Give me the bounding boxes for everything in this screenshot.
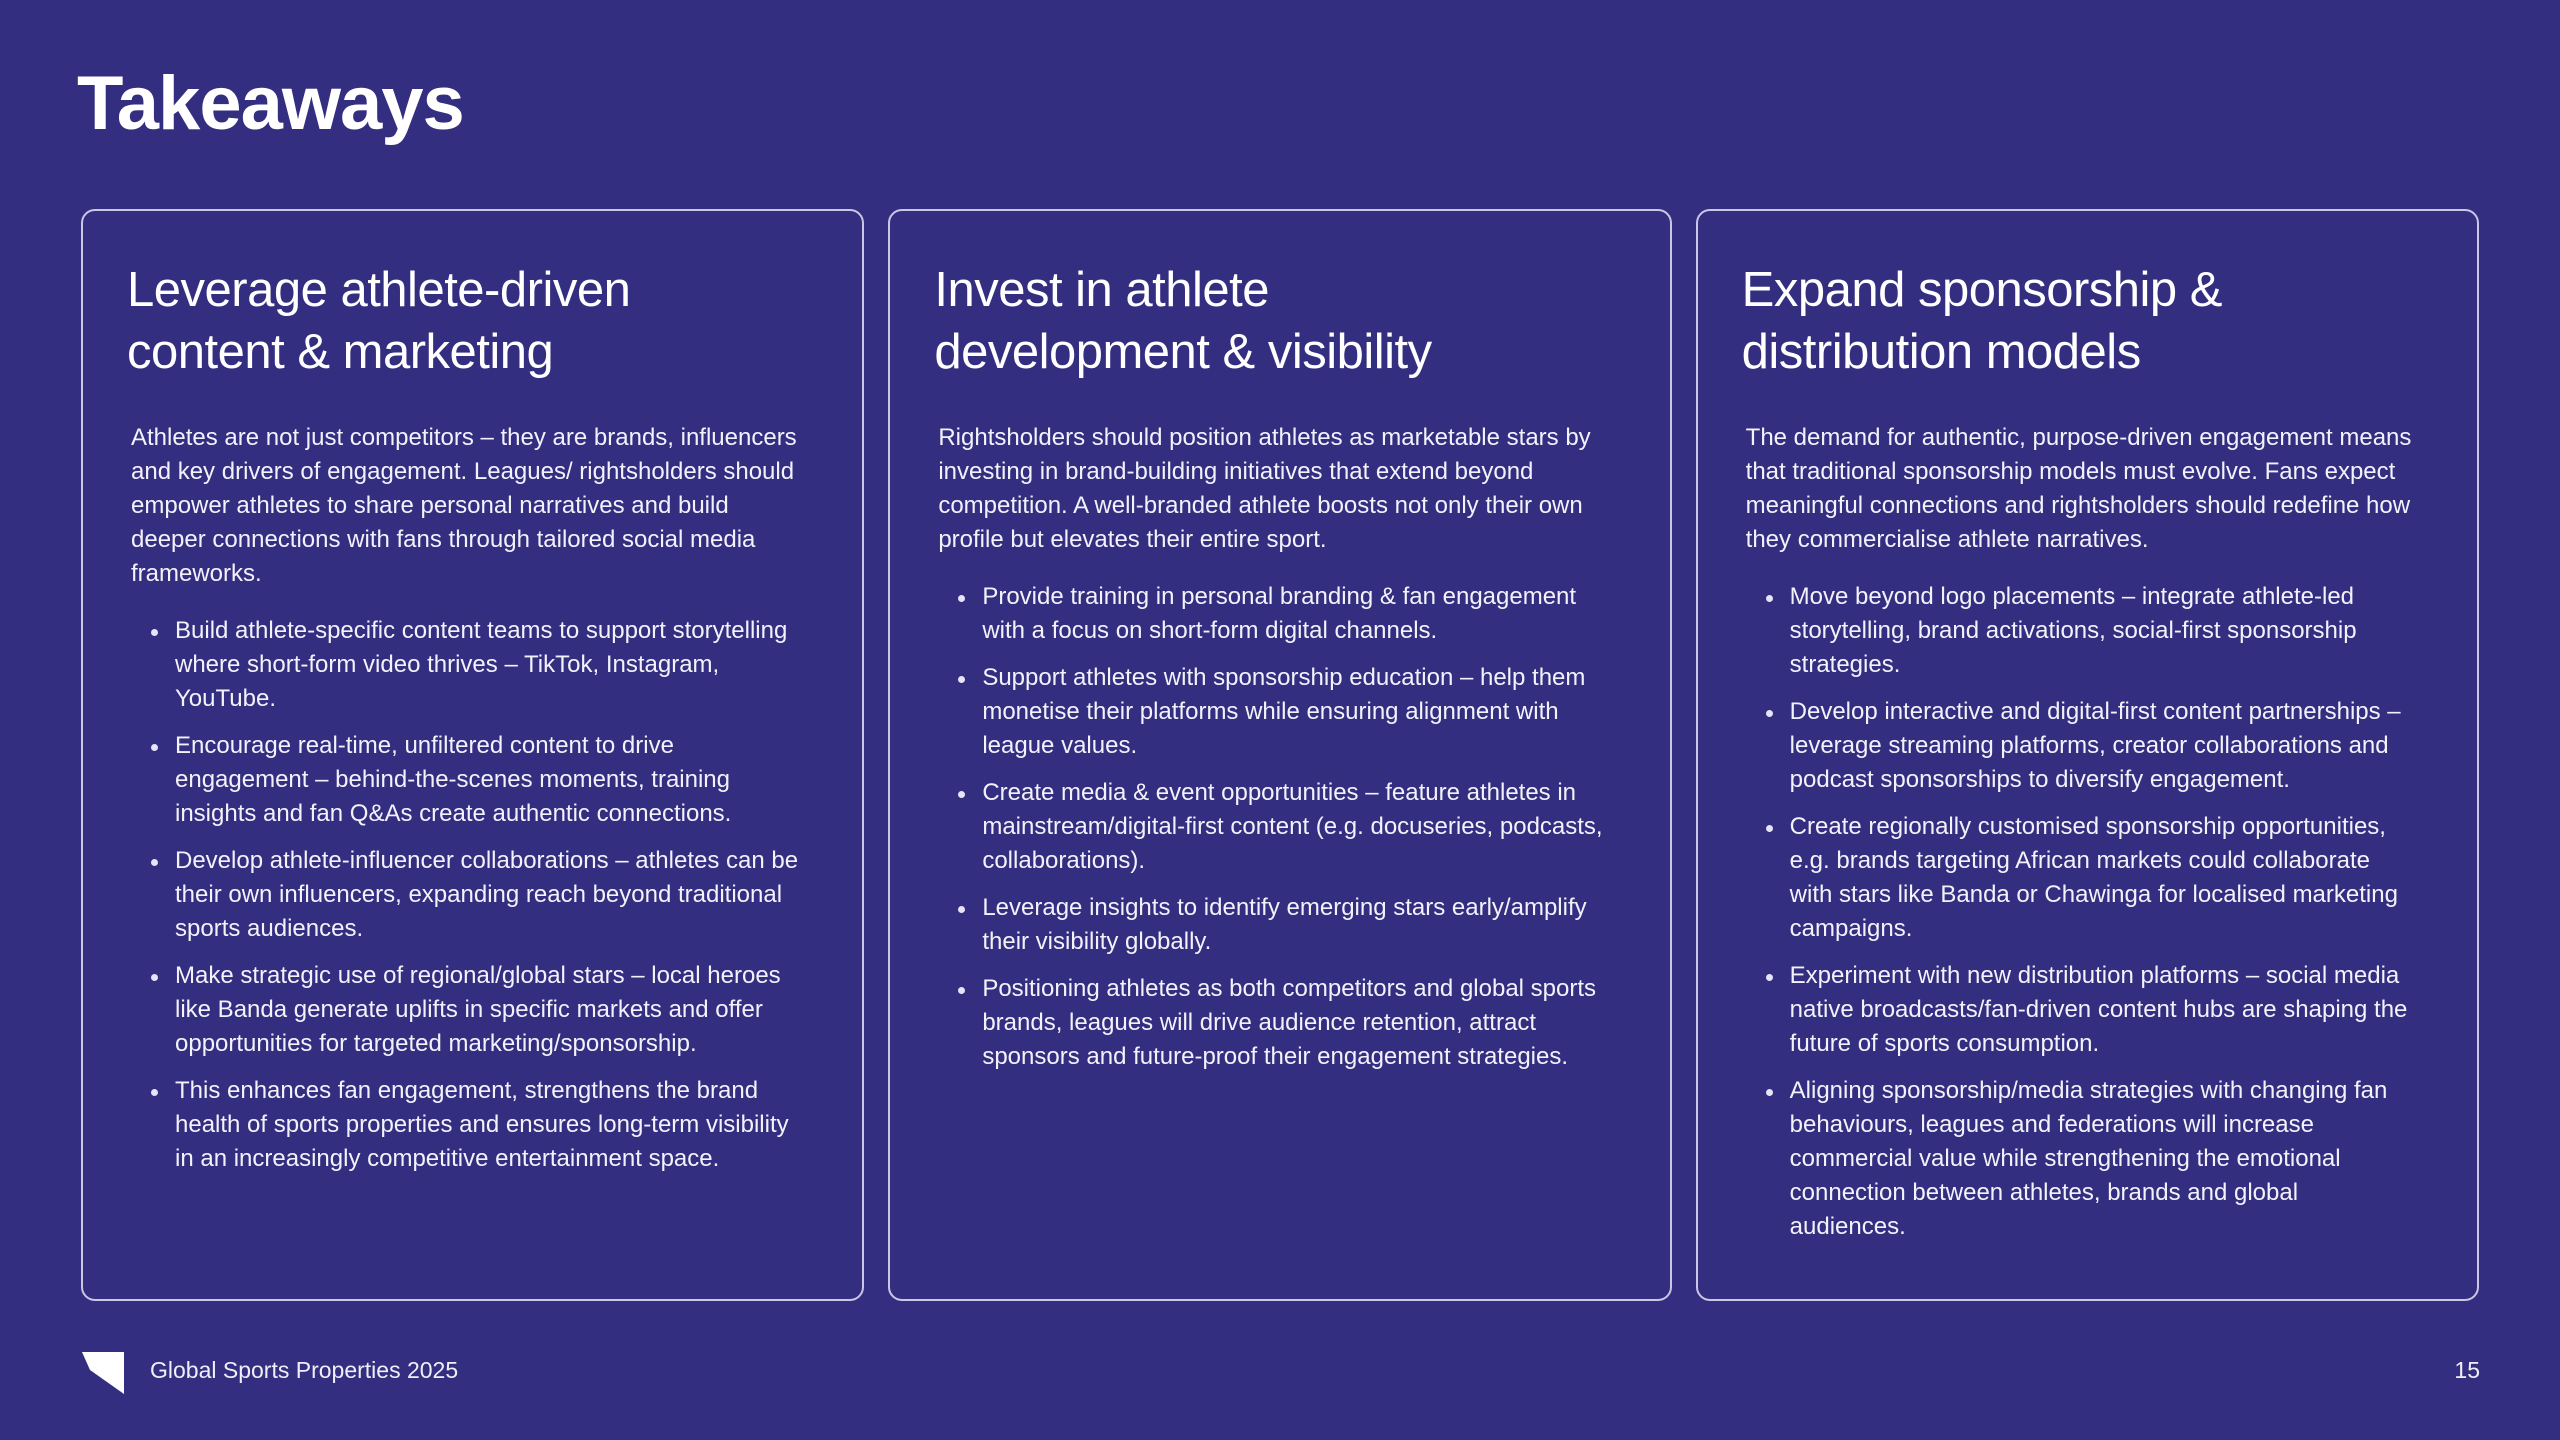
list-item: Leverage insights to identify emerging stars early/amplify their visibility globally. [934,891,1605,959]
card-title-line: Expand sponsorship & [1741,263,2222,317]
takeaway-cards [81,209,2479,1301]
card-title-line: Invest in athlete [934,263,1270,317]
card-title [127,259,798,383]
card-title [1742,259,2413,383]
list-item: This enhances fan engagement, strengthens the brand health of sports properties and ensures long-term visibility in an increasingly competitive entertainment space. [127,1074,798,1176]
card-title-line: distribution models [1741,325,2141,379]
card-title [934,259,1605,383]
list-item: Create media & event opportunities – feature athletes in mainstream/digital-first content (e.g. docuseries, podcasts, collaborations). [934,776,1605,878]
list-item: Develop athlete-influencer collaborations – athletes can be their own influencers, expanding reach beyond traditional sports audiences. [127,844,798,946]
list-item: Develop interactive and digital-first content partnerships – leverage streaming platforms, creator collaborations and podcast sponsorships to diversify engagement. [1742,695,2413,797]
list-item: Support athletes with sponsorship education – help them monetise their platforms while ensuring alignment with league values. [934,661,1605,763]
takeaway-card-athlete-content [81,209,864,1301]
logo-flag-icon [82,1352,124,1394]
card-intro: The demand for authentic, purpose-driven engagement means that traditional sponsorship models must evolve. Fans expect meaningful connections and rightsholders should redefine how they commercialise athlete narratives. [1745,424,2412,553]
card-title-line: content & marketing [127,325,554,379]
page-title: Takeaways [77,61,464,146]
list-item: Build athlete-specific content teams to support storytelling where short-form video thrives – TikTok, Instagram, YouTube. [127,614,798,716]
list-item: Make strategic use of regional/global stars – local heroes like Banda generate uplifts in specific markets and offer opportunities for targeted marketing/sponsorship. [127,959,798,1061]
list-item: Encourage real-time, unfiltered content to drive engagement – behind-the-scenes moments, training insights and fan Q&As create authentic connections. [127,729,798,831]
takeaway-card-sponsorship [1696,209,2479,1301]
list-item: Experiment with new distribution platforms – social media native broadcasts/fan-driven content hubs are shaping the future of sports consumption. [1742,959,2413,1061]
card-title-line: Leverage athlete-driven [127,263,631,317]
card-title-line: development & visibility [934,325,1432,379]
list-item: Move beyond logo placements – integrate athlete-led storytelling, brand activations, social-first sponsorship strategies. [1742,580,2413,682]
card-intro: Athletes are not just competitors – they are brands, influencers and key drivers of engagement. Leagues/ rightsholders should empower athletes to share personal narratives and build deeper connections with fans through tailored social media frameworks. [131,424,797,587]
takeaway-card-athlete-development [888,209,1671,1301]
bullet-list [127,601,798,1176]
bullet-list [1742,567,2413,1244]
list-item: Aligning sponsorship/media strategies with changing fan behaviours, leagues and federations will increase commercial value while strengthening the emotional connection between athletes, brands and global audiences. [1742,1074,2413,1244]
card-intro: Rightsholders should position athletes as marketable stars by investing in brand-building initiatives that extend beyond competition. A well-branded athlete boosts not only their own profile but elevates their entire sport. [938,424,1591,553]
list-item: Create regionally customised sponsorship opportunities, e.g. brands targeting African markets could collaborate with stars like Banda or Chawinga for localised marketing campaigns. [1742,810,2413,946]
list-item: Positioning athletes as both competitors and global sports brands, leagues will drive audience retention, attract sponsors and future-proof their engagement strategies. [934,972,1605,1074]
bullet-list [934,567,1605,1074]
footer-text: Global Sports Properties 2025 [150,1357,459,1383]
page-number: 15 [2454,1357,2480,1383]
list-item: Provide training in personal branding & fan engagement with a focus on short-form digital channels. [934,580,1605,648]
